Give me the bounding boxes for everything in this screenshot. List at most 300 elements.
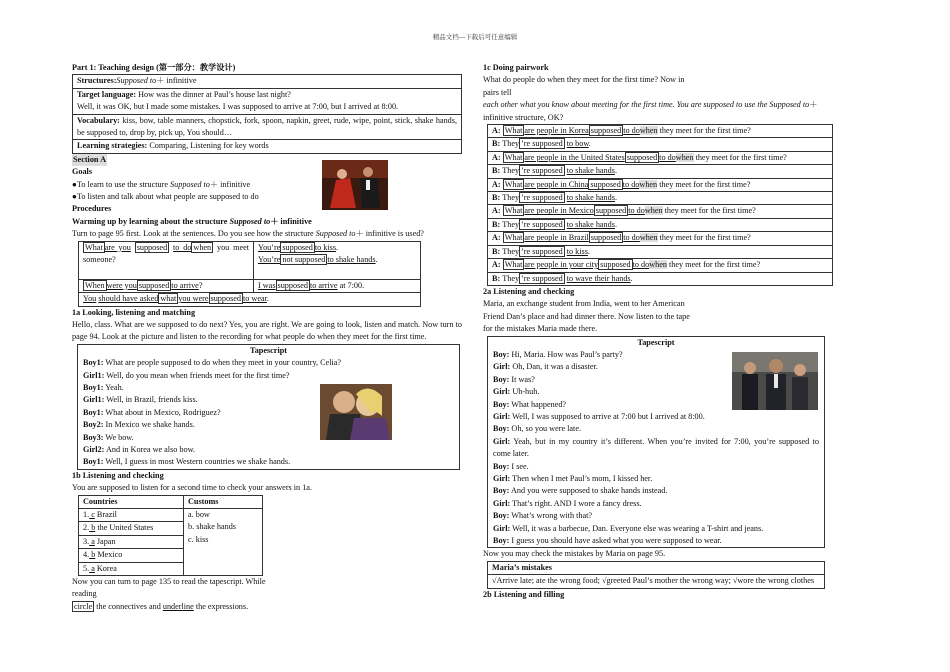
tapescript-line — [83, 357, 454, 369]
warmup-title — [72, 216, 462, 228]
country-num: 1. — [83, 510, 90, 519]
b-answer: to bow — [566, 139, 589, 149]
q-word: to do — [632, 260, 650, 270]
line-text: What are people supposed to do when they meet in your country, Celia? — [103, 358, 342, 368]
s1c-line-1: What do people do when they meet for the first time? Now in — [483, 75, 685, 85]
b-word: They — [502, 219, 520, 229]
speaker: Boy1: — [83, 407, 104, 417]
dancing-photo — [322, 160, 388, 210]
mistakes-title: Maria’s mistakes — [488, 561, 825, 574]
grid-word: When — [85, 280, 105, 290]
line-text: Well, I was supposed to arrive at 7:00 but I arrived at 8:00. — [510, 411, 705, 421]
speaker: Boy: — [493, 374, 510, 384]
customs-header: Customs — [184, 495, 263, 508]
b-answer: to shake hands — [566, 166, 615, 176]
grid-word: supposed — [282, 242, 313, 252]
line-text: What’s wrong with that? — [509, 511, 592, 521]
line-text: I guess you should have asked what you were supposed to wear. — [509, 536, 722, 546]
pair-question-row — [488, 178, 833, 191]
now-text-3 — [72, 601, 462, 613]
countries-cell — [79, 509, 184, 576]
pair-question-row — [488, 205, 833, 218]
q-word: when — [639, 179, 658, 189]
a-label: A: — [492, 126, 503, 136]
q-word: when — [639, 126, 658, 136]
turn-instruction — [72, 228, 462, 240]
q-word: What — [504, 179, 523, 189]
speaker: Girl: — [493, 362, 511, 372]
a-label: A: — [492, 233, 503, 243]
kiss-photo — [320, 384, 392, 440]
line-text: We bow. — [103, 432, 134, 442]
q-place: are people in Mexico — [524, 206, 594, 216]
s2a-title: 2a Listening and checking — [483, 286, 575, 296]
q-word: supposed — [626, 152, 658, 162]
vocabulary-cell — [73, 114, 462, 140]
q-word: to do — [623, 233, 640, 243]
pair-question — [488, 151, 833, 164]
line-text: It was? — [509, 374, 535, 384]
country-answer: a — [89, 563, 95, 573]
speaker: Boy: — [493, 349, 510, 359]
q-word: when — [675, 152, 694, 162]
b-answer: to kiss — [566, 246, 588, 256]
country-num: 4. — [83, 550, 90, 560]
grid-word: supposed — [136, 242, 168, 252]
line-text: Oh, Dan, it was a disaster. — [510, 362, 598, 372]
speaker: Boy1: — [83, 382, 104, 392]
page-header: 精品文档---下载后可任意编辑 — [432, 34, 518, 41]
speaker: Boy: — [493, 486, 510, 496]
pair-answer — [488, 138, 833, 151]
b-label: B: — [492, 246, 503, 256]
structures-rest: ＋ infinitive — [156, 76, 197, 86]
grid-word: to shake hands — [327, 255, 376, 265]
underline-word: underline — [162, 601, 194, 611]
turn-rest: ＋ infinitive is used? — [355, 229, 424, 239]
country-row — [79, 509, 183, 522]
tapescript-line — [493, 374, 819, 386]
s1a-title: 1a Looking, listening and matching — [72, 307, 196, 317]
grid-word: when — [193, 242, 212, 252]
grid-word: to arrive — [171, 280, 199, 290]
speaker: Boy: — [493, 399, 510, 409]
vocabulary-text: kiss, bow, table manners, chopstick, fork, spoon, napkin, greet, rude, wipe, point, stick, shake hands, be supposed to, drop by, pick up, You should… — [77, 115, 457, 138]
pair-question-row — [488, 259, 833, 272]
line-text: And you were supposed to shake hands instead. — [509, 486, 668, 496]
tapescript-line — [83, 456, 454, 468]
speaker: Girl2: — [83, 444, 105, 454]
pair-answer-row — [488, 218, 833, 231]
s1a-text: Hello, class. What are we supposed to do next? Yes, you are right. We are going to look, listen and match. Now turn to page 94. Look at the picture and listen to the recording for what people do when they meet for the first time. — [72, 319, 462, 342]
country-name: Mexico — [95, 550, 123, 560]
pair-question-row — [488, 232, 833, 245]
warmup-italic: Supposed to — [229, 216, 271, 226]
b-label: B: — [492, 273, 503, 283]
grid-word: you meet someone? — [83, 242, 250, 265]
grid-word: ? — [198, 280, 203, 290]
q-word: What — [504, 152, 523, 162]
speaker: Girl1: — [83, 370, 105, 380]
b-word: ’re supposed — [521, 139, 563, 149]
right-column — [483, 62, 833, 601]
match-table — [78, 495, 263, 576]
country-answer: b — [89, 523, 96, 533]
speaker: Girl: — [493, 474, 511, 483]
line-text: That’s right. AND I wore a fancy dress. — [510, 498, 642, 508]
pair-question — [488, 178, 833, 191]
q-word: supposed — [600, 260, 631, 270]
s2a-line-1: Maria, an exchange student from India, went to her American — [483, 299, 685, 309]
speaker: Girl: — [493, 436, 511, 446]
b-word: They — [502, 139, 520, 149]
country-num: 2. — [83, 523, 90, 533]
b-word: They — [502, 273, 520, 283]
speaker: Boy1: — [83, 457, 104, 467]
b-period: . — [614, 219, 617, 229]
pair-question — [488, 232, 833, 245]
b-word: ’re supposed — [521, 273, 563, 283]
grid-word: What — [85, 242, 103, 252]
speaker: Girl: — [493, 411, 511, 421]
tapescript-line — [493, 523, 819, 535]
q-word: when — [639, 233, 658, 243]
country-row — [79, 522, 183, 535]
strategies-label: Learning strategies: — [77, 141, 148, 151]
q-word: to do — [659, 152, 676, 162]
tapescript-line — [83, 394, 454, 406]
mistakes-table — [487, 561, 825, 589]
country-answer: b — [89, 550, 96, 560]
grid-word: You’re — [258, 255, 281, 265]
b-period: . — [587, 246, 590, 256]
grid-word: to arrive — [310, 280, 338, 290]
grid-word: I was — [258, 280, 276, 290]
pair-answer — [488, 272, 833, 285]
tapescript-2 — [487, 336, 825, 549]
grid-cell-should — [79, 293, 421, 306]
b-period: . — [588, 139, 591, 149]
s1c-line-2: pairs tell — [483, 87, 512, 97]
s1b-title: 1b Listening and checking — [72, 470, 164, 480]
tapescript-line — [493, 361, 819, 373]
b-label: B: — [492, 166, 503, 176]
country-row — [79, 563, 183, 575]
speaker: Girl: — [493, 523, 511, 533]
custom-item: b. shake hands — [188, 522, 236, 532]
q-place: are people in the United States — [524, 152, 625, 162]
tapescript-line — [493, 510, 819, 522]
pair-question-row — [488, 151, 833, 164]
q-word: supposed — [595, 206, 627, 216]
a-label: A: — [492, 260, 503, 270]
goal1-italic: Supposed to — [170, 179, 210, 189]
tapescript-line — [493, 461, 819, 473]
country-num: 5. — [83, 563, 90, 573]
tapescript-line — [493, 349, 819, 361]
speaker: Girl: — [493, 387, 511, 397]
grid-word: to kiss — [314, 242, 337, 252]
grid-cell-question — [79, 241, 254, 279]
pair-answer — [488, 218, 833, 231]
q-word: to do — [623, 126, 640, 136]
country-row — [79, 549, 183, 562]
customs-cell — [184, 509, 263, 576]
grid-word: you were — [178, 294, 209, 304]
section-title: Section A — [72, 154, 107, 166]
procedures-title: Procedures — [72, 204, 112, 214]
tapescript-lines — [493, 349, 819, 548]
q-rest: they meet for the first time? — [666, 260, 761, 270]
line-text: Well, I guess in most Western countries we shake hands. — [103, 457, 291, 467]
b-word: ’re supposed — [521, 219, 563, 229]
grid-word: supposed — [277, 280, 308, 290]
a-label: A: — [492, 206, 503, 216]
b-period: . — [614, 166, 617, 176]
s2a-line-2: Friend Dan’s place and had dinner there. Now listen to the tape — [483, 311, 690, 321]
b-word: They — [502, 166, 520, 176]
structure-grid — [78, 241, 421, 307]
tapescript-line — [493, 436, 819, 461]
q-word: when — [649, 260, 667, 270]
pair-answer-row — [488, 272, 833, 285]
line-text: Then when I met Paul’s mom, I kissed her. — [510, 474, 653, 483]
q-rest: they meet for the first time? — [693, 152, 787, 162]
pair-question — [488, 205, 833, 218]
warmup-text: Warming up by learning about the structure — [72, 216, 230, 226]
pair-question — [488, 259, 833, 272]
warmup-rest: ＋ infinitive — [270, 216, 312, 226]
now-text-3a: the connectives and — [94, 601, 163, 611]
q-rest: they meet for the first time? — [662, 206, 756, 216]
grid-word: what — [160, 294, 177, 304]
q-word: What — [504, 126, 523, 136]
structures-value: Supposed to — [116, 76, 157, 86]
part-title: Part 1: Teaching design (第一部分：教学设计) — [72, 63, 236, 72]
goals-title: Goals — [72, 167, 93, 177]
target-label: Target language: — [77, 89, 137, 99]
now-text-3b: the expressions. — [193, 601, 249, 611]
country-name: Brazil — [94, 510, 117, 519]
q-word: supposed — [590, 233, 622, 243]
left-column — [72, 62, 462, 613]
speaker: Boy2: — [83, 420, 104, 430]
line-text: In Mexico we shake hands. — [103, 420, 195, 430]
q-rest: they meet for the first time? — [657, 233, 751, 243]
grid-word: to wear — [243, 294, 267, 304]
mistakes-text: √Arrive late; ate the wrong food; √greeted Paul’s mother the wrong way; √wore the wrong clothes — [488, 575, 825, 588]
q-word: What — [504, 233, 523, 243]
tapescript-line — [493, 473, 819, 485]
line-text: I see. — [509, 461, 529, 471]
pair-question — [488, 125, 833, 138]
country-name: Korea — [94, 563, 117, 573]
goal1-rest: ＋ infinitive — [209, 179, 251, 189]
speaker: Boy: — [493, 424, 510, 434]
tapescript-line — [493, 399, 819, 411]
b-answer: to shake hands — [566, 193, 615, 203]
tapescript-line — [83, 419, 454, 431]
tapescript-line — [83, 370, 454, 382]
target-cell — [73, 88, 462, 114]
turn-italic: Supposed to — [315, 229, 356, 239]
q-place: are people in your city — [524, 260, 599, 270]
b-word: They — [502, 193, 520, 203]
b-period: . — [614, 193, 617, 203]
b-period: . — [630, 273, 633, 283]
tapescript-line — [493, 423, 819, 435]
line-text: Yeah. — [103, 382, 124, 392]
tapescript-line — [493, 498, 819, 510]
q-word: to do — [628, 206, 645, 216]
grid-word: supposed — [138, 280, 170, 290]
q-place: are people in Brazil — [524, 233, 589, 243]
q-word: What — [504, 206, 523, 216]
b-answer: to shake hands — [566, 219, 615, 229]
line-text: Oh, so you were late. — [509, 424, 581, 434]
custom-item: a. bow — [188, 510, 210, 519]
goal1-text: ●To learn to use the structure — [72, 179, 171, 189]
strategies-text: Comparing, Listening for key words — [149, 141, 269, 151]
q-word: supposed — [590, 126, 622, 136]
line-text: What happened? — [509, 399, 567, 409]
q-place: are people in China — [524, 179, 589, 189]
b-word: They — [502, 246, 520, 256]
s1b-text: You are supposed to listen for a second time to check your answers in 1a. — [72, 483, 312, 493]
tapescript-line — [493, 386, 819, 398]
q-place: are people in Korea — [524, 126, 589, 136]
grid-word: You’re — [258, 242, 281, 252]
s2a-line-3: for the mistakes Maria made there. — [483, 324, 598, 334]
speaker: Girl1: — [83, 395, 105, 405]
b-label: B: — [492, 193, 503, 203]
overview-table — [72, 74, 462, 153]
tapescript-line — [83, 407, 454, 419]
tapescript-1 — [77, 344, 460, 470]
grid-word: to do — [173, 242, 192, 252]
grid-word: are you — [104, 242, 131, 252]
target-line1: How was the dinner at Paul’s house last night? — [138, 89, 291, 99]
grid-word: should have asked — [98, 294, 159, 304]
pair-answer — [488, 192, 833, 205]
pair-answer-row — [488, 165, 833, 178]
speaker: Boy3: — [83, 432, 104, 442]
tapescript-title: Tapescript — [637, 337, 675, 347]
q-word: What — [504, 260, 523, 270]
line-text: Well, do you mean when friends meet for the first time? — [104, 370, 290, 380]
tapescript-line — [83, 444, 454, 456]
line-text: Well, in Brazil, friends kiss. — [104, 395, 198, 405]
pair-answer-row — [488, 138, 833, 151]
s1c-title: 1c Doing pairwork — [483, 63, 549, 72]
b-answer: to wave their hands — [566, 273, 631, 283]
line-text: What about in Mexico, Rodriguez? — [103, 407, 221, 417]
s2b-title: 2b Listening and filling — [483, 589, 565, 599]
tapescript-line — [493, 411, 819, 423]
q-rest: they meet for the first time? — [657, 126, 751, 136]
country-answer: a — [89, 536, 95, 546]
country-row — [79, 536, 183, 549]
pair-answer-row — [488, 245, 833, 258]
q-word: supposed — [590, 179, 621, 189]
s1c-line-3 — [483, 99, 833, 124]
a-label: A: — [492, 152, 503, 162]
pair-answer — [488, 245, 833, 258]
line-text: And in Korea we also bow. — [104, 444, 196, 454]
countries-header: Countries — [79, 495, 184, 508]
q-rest: they meet for the first time? — [657, 179, 751, 189]
country-name: the United States — [95, 523, 154, 533]
now-text-2: reading — [72, 589, 97, 599]
s1c-italic: each other what you know about meeting for the first time. You are supposed to use the Supposed to — [483, 100, 810, 110]
country-answer: c — [89, 510, 95, 519]
pair-answer — [488, 165, 833, 178]
goal-1 — [72, 179, 462, 191]
speaker: Girl: — [493, 498, 511, 508]
country-name: Japan — [94, 536, 116, 546]
target-line2: Well, it was OK, but I made some mistakes. I was supposed to arrive at 7:00, but I arrived at 8:00. — [77, 102, 399, 112]
speaker: Boy: — [493, 461, 510, 471]
b-label: B: — [492, 139, 503, 149]
line-text: Hi, Maria. How was Paul’s party? — [509, 349, 623, 359]
tapescript-line — [83, 432, 454, 444]
structures-cell — [73, 75, 462, 88]
grid-word: You — [83, 294, 97, 304]
vocabulary-label: Vocabulary: — [77, 115, 120, 125]
country-num: 3. — [83, 536, 90, 546]
grid-word: at 7:00. — [337, 280, 365, 290]
turn-text: Turn to page 95 first. Look at the sentences. Do you see how the structure — [72, 229, 316, 239]
s1c-rest: ＋ infinitive structure, OK? — [483, 100, 818, 122]
speaker: Boy: — [493, 511, 510, 521]
q-word: to do — [622, 179, 640, 189]
line-text: Yeah, but in my country it’s different. When you’re invited for 7:00, you’re supposed to come later. — [493, 436, 819, 459]
pair-question-row — [488, 125, 833, 138]
structures-label: Structures: — [77, 76, 117, 86]
grid-cell-when — [79, 279, 254, 292]
grid-word: . — [266, 294, 269, 304]
line-text: Uh-huh. — [510, 387, 540, 397]
tapescript-lines — [83, 357, 454, 469]
b-label: B: — [492, 219, 503, 229]
tapescript-line — [493, 485, 819, 497]
grid-word: were you — [106, 280, 137, 290]
grid-word: supposed — [210, 294, 242, 304]
q-word: when — [644, 206, 663, 216]
b-word: ’re supposed — [521, 166, 563, 176]
now-text-1: Now you can turn to page 135 to read the tapescript. While — [72, 577, 266, 587]
pair-answer-row — [488, 192, 833, 205]
now-check: Now you may check the mistakes by Maria on page 95. — [483, 549, 666, 559]
goal-2: ●To listen and talk about what people are supposed to do — [72, 192, 259, 202]
speaker: Boy1: — [83, 358, 104, 368]
tapescript-title: Tapescript — [250, 345, 287, 355]
b-word: ’re supposed — [521, 193, 563, 203]
speaker: Boy: — [493, 536, 510, 546]
line-text: Well, it was a barbecue, Dan. Everyone else was wearing a T-shirt and jeans. — [510, 523, 764, 533]
b-word: ’re supposed — [521, 246, 563, 256]
tapescript-line — [493, 535, 819, 547]
grid-word: not supposed — [282, 255, 326, 265]
grid-cell-answer: You’re supposed to kiss. You’re not supposed to shake hands. — [254, 241, 421, 279]
pairwork-table — [487, 124, 833, 286]
custom-item: c. kiss — [188, 534, 209, 544]
strategies-cell — [73, 140, 462, 153]
circle-word: circle — [74, 601, 93, 611]
tapescript-line — [83, 382, 454, 394]
a-label: A: — [492, 179, 503, 189]
grid-cell-iwas — [254, 279, 421, 292]
